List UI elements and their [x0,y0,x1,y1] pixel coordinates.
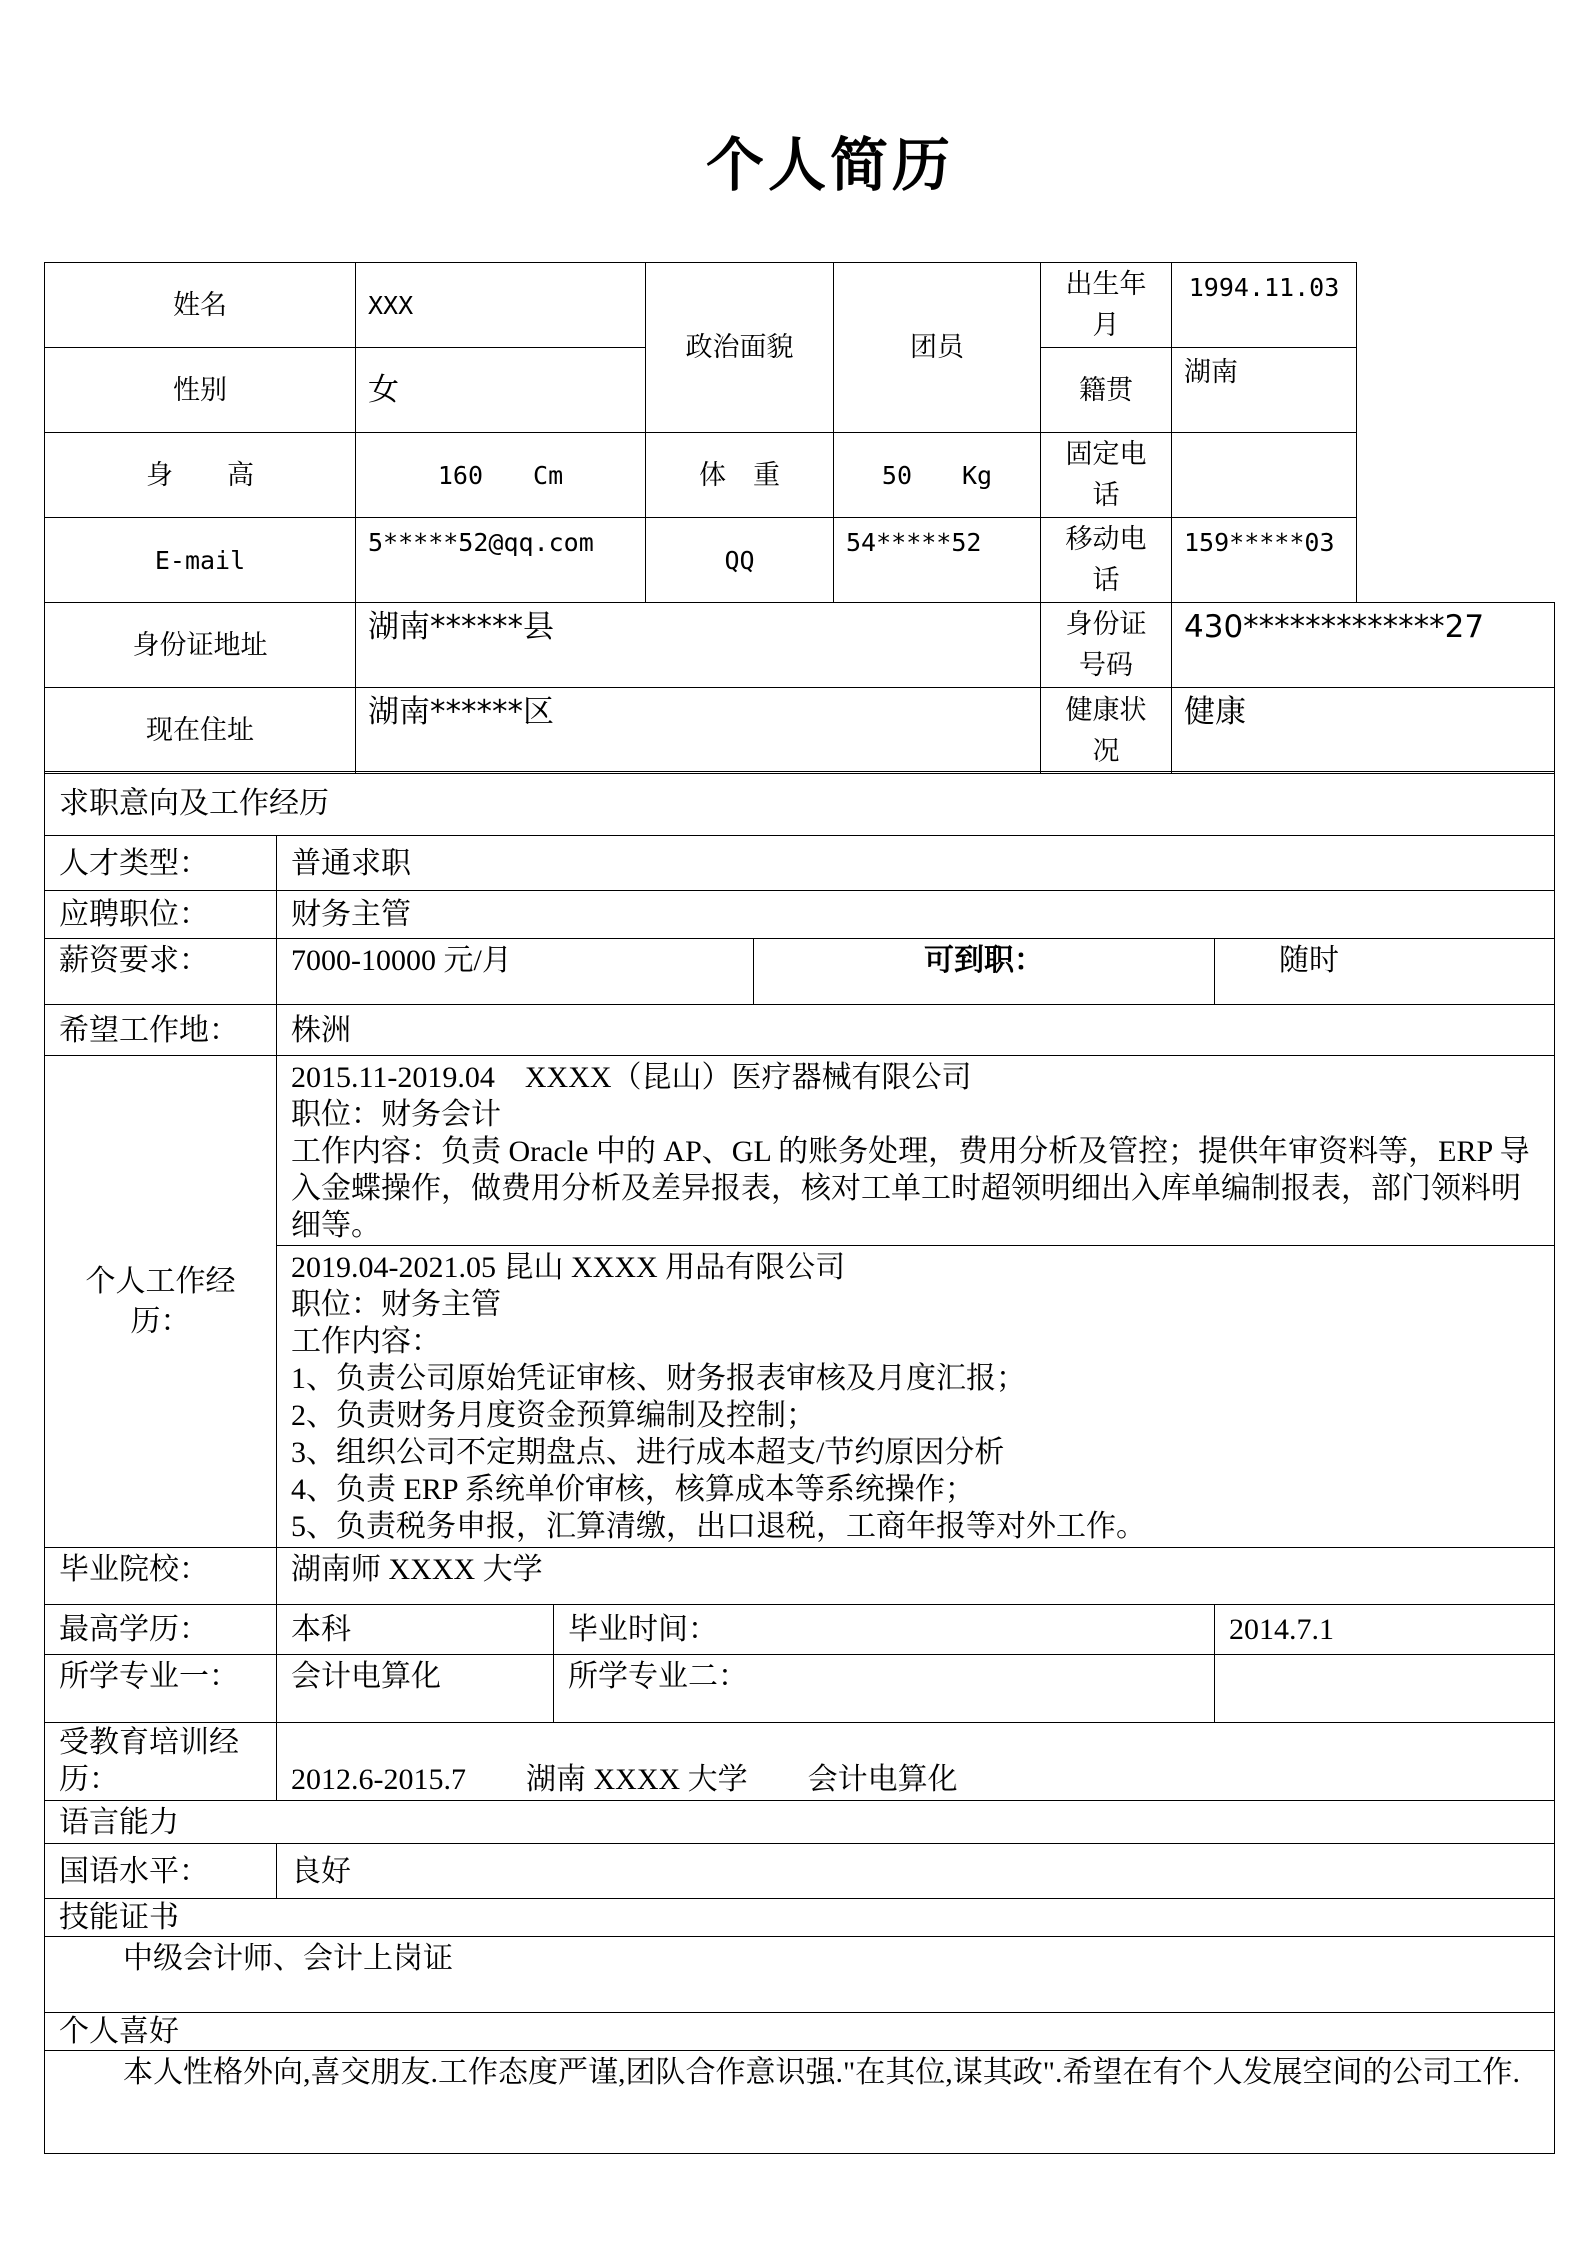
training-major: 会计电算化 [807,1763,958,1796]
experience-1-line: 职位：财务会计 [291,1098,501,1131]
native-value: 湖南 [1172,348,1357,433]
talent-type-value: 普通求职 [277,836,1555,891]
id-number-label: 身份证号码 [1041,603,1172,688]
email-value: 5*****52@qq.com [356,518,646,603]
location-value: 株洲 [277,1005,1555,1056]
mobile-label: 移动电话 [1041,518,1172,603]
degree-label: 最高学历： [45,1605,277,1655]
mandarin-label: 国语水平： [45,1844,277,1899]
skills-section-title: 技能证书 [45,1899,1555,1937]
birth-value: 1994.11.03 [1172,263,1357,348]
experience-entry-2 [277,1246,1555,1548]
height-label: 身 高 [45,433,356,518]
degree-value: 本科 [277,1605,554,1655]
school-label: 毕业院校： [45,1548,277,1605]
location-label: 希望工作地： [45,1005,277,1056]
grad-time-label: 毕业时间： [554,1605,1215,1655]
training-school: 湖南 XXXX 大学 [526,1763,748,1796]
id-number-value: 430*************27 [1172,603,1555,688]
gender-value: 女 [356,348,646,433]
mobile-value: 159*****03 [1172,518,1357,603]
email-label: E-mail [45,518,356,603]
detail-table [44,771,1555,2154]
position-label: 应聘职位： [45,891,277,939]
weight-label: 体 重 [646,433,834,518]
salary-label: 薪资要求： [45,939,277,1005]
start-label: 可到职： [924,943,1044,978]
hobby-value: 本人性格外向,喜交朋友.工作态度严谨,团队合作意识强."在其位,谋其政".希望在有个人发展空间的公司工作. [45,2051,1555,2154]
talent-type-label: 人才类型： [45,836,277,891]
experience-2-line: 5、负责税务申报，汇算清缴，出口退税，工商年报等对外工作。 [291,1510,1146,1543]
experience-2-line: 职位：财务主管 [291,1288,501,1321]
experience-1-line: 2015.11-2019.04 XXXX（昆山）医疗器械有限公司 [291,1061,972,1094]
experience-2-line: 2、负责财务月度资金预算编制及控制； [291,1399,816,1432]
gender-label: 性别 [45,348,356,433]
basic-info-table [44,262,1555,774]
qq-value: 54*****52 [834,518,1041,603]
weight-value: 50 Kg [834,433,1041,518]
experience-2-line: 2019.04-2021.05 昆山 XXXX 用品有限公司 [291,1251,846,1284]
salary-value: 7000-10000 元/月 [277,939,754,1005]
politics-label: 政治面貌 [646,263,834,433]
training-label: 受教育培训经历： [45,1723,277,1801]
current-address-label: 现在住址 [45,688,356,774]
major1-label: 所学专业一： [45,1655,277,1723]
skills-value: 中级会计师、会计上岗证 [45,1937,1555,2013]
politics-value: 团员 [834,263,1041,433]
mandarin-value: 良好 [277,1844,1555,1899]
major1-value: 会计电算化 [277,1655,554,1723]
experience-1-line: 工作内容：负责 Oracle 中的 AP、GL 的账务处理，费用分析及管控；提供年审资料等，ERP 导入金蝶操作，做费用分析及差异报表，核对工单工时超领明细出入库单编制报表，部门领料明细等。 [291,1135,1530,1242]
experience-2-line: 3、组织公司不定期盘点、进行成本超支/节约原因分析 [291,1436,1005,1469]
birth-label: 出生年月 [1041,263,1172,348]
major2-value [1215,1655,1555,1723]
qq-label: QQ [646,518,834,603]
experience-entry-1 [277,1056,1555,1246]
photo-area [1357,263,1555,603]
school-value: 湖南师 XXXX 大学 [277,1548,1555,1605]
hobby-section-title: 个人喜好 [45,2013,1555,2051]
language-section-title: 语言能力 [45,1801,1555,1844]
page-title: 个人简历 [705,131,954,199]
experience-2-line: 4、负责 ERP 系统单价审核，核算成本等系统操作； [291,1473,975,1506]
major2-label: 所学专业二： [554,1655,1215,1723]
experience-2-line: 工作内容： [291,1325,441,1358]
name-label: 姓名 [45,263,356,348]
health-value: 健康 [1172,688,1555,774]
native-label: 籍贯 [1041,348,1172,433]
health-label: 健康状况 [1041,688,1172,774]
training-value [277,1723,1555,1801]
position-value: 财务主管 [277,891,1555,939]
id-address-value: 湖南******县 [356,603,1041,688]
landline-label: 固定电话 [1041,433,1172,518]
name-value: XXX [356,263,646,348]
id-address-label: 身份证地址 [45,603,356,688]
landline-value [1172,433,1357,518]
job-section-title: 求职意向及工作经历 [45,772,1555,836]
experience-2-line: 1、负责公司原始凭证审核、财务报表审核及月度汇报； [291,1362,1026,1395]
experience-label: 个人工作经历： [45,1056,277,1548]
current-address-value: 湖南******区 [356,688,1041,774]
training-period: 2012.6-2015.7 [291,1763,466,1796]
height-value: 160 Cm [356,433,646,518]
start-value: 随时 [1215,939,1555,1005]
grad-time-value: 2014.7.1 [1215,1605,1555,1655]
